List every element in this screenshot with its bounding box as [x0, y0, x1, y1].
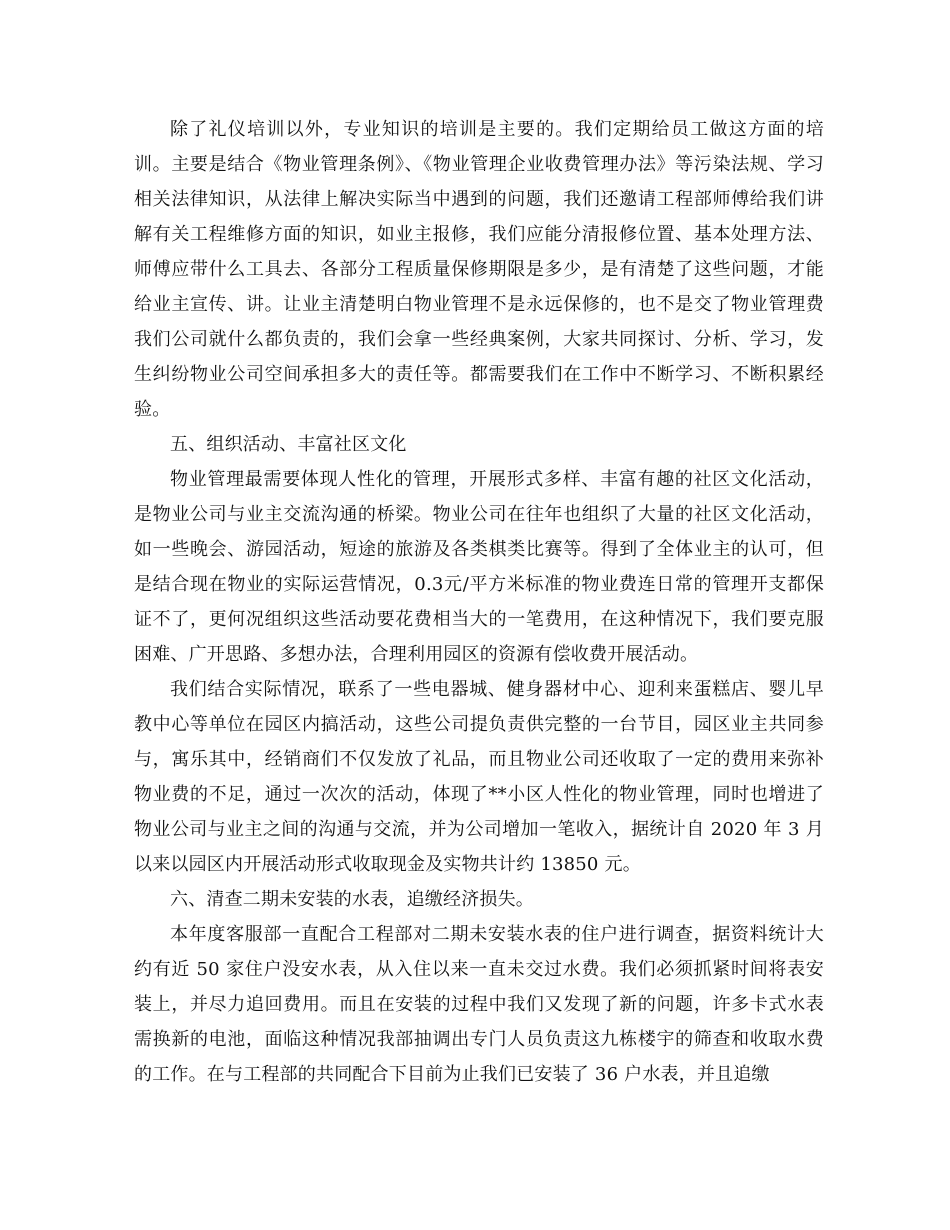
document-body: [134, 112, 824, 1092]
paragraph-water-meters: 本年度客服部一直配合工程部对二期未安装水表的住户进行调查，据资料统计大约有近 50 家住户没安水表，从入住以来一直未交过水费。我们必须抓紧时间将表安装上，并尽力追回费用。而且在安装的过程中我们又发现了新的问题，许多卡式水表需换新的电池，面临这种情况我部抽调出专门人员负责这九栋楼宇的筛查和收取水费的工作。在与工程部的共同配合下目前为止我们已安装了 36 户水表，并且追缴: [134, 924, 824, 1085]
section-heading-six: 六、清查二期未安装的水表，追缴经济损失。: [170, 889, 534, 910]
paragraph-training: 除了礼仪培训以外，专业知识的培训是主要的。我们定期给员工做这方面的培训。主要是结合《物业管理条例》、《物业管理企业收费管理办法》等污染法规、学习相关法律知识，从法律上解决实际当中遇到的问题，我们还邀请工程部师傅给我们讲解有关工程维修方面的知识，如业主报修，我们应能分清报修位置、基本处理方法、师傅应带什么工具去、各部分工程质量保修期限是多少，是有清楚了这些问题，才能给业主宣传、讲。让业主清楚明白物业管理不是永远保修的，也不是交了物业管理费我们公司就什么都负责的，我们会拿一些经典案例，大家共同探讨、分析、学习，发生纠纷物业公司空间承担多大的责任等。都需要我们在工作中不断学习、不断积累经验。: [134, 119, 824, 420]
section-heading-five: 五、组织活动、丰富社区文化: [170, 434, 407, 455]
paragraph-activities-income: 我们结合实际情况，联系了一些电器城、健身器材中心、迎利来蛋糕店、婴儿早教中心等单位在园区内搞活动，这些公司提负责供完整的一台节目，园区业主共同参与，寓乐其中，经销商们不仅发放了礼品，而且物业公司还收取了一定的费用来弥补物业费的不足，通过一次次的活动，体现了**小区人性化的物业管理，同时也增进了物业公司与业主之间的沟通与交流，并为公司增加一笔收入，据统计自 2020 年 3 月以来以园区内开展活动形式收取现金及实物共计约 13850 元。: [134, 679, 824, 875]
paragraph-community-culture: 物业管理最需要体现人性化的管理，开展形式多样、丰富有趣的社区文化活动，是物业公司与业主交流沟通的桥梁。物业公司在往年也组织了大量的社区文化活动，如一些晚会、游园活动，短途的旅游及各类棋类比赛等。得到了全体业主的认可，但是结合现在物业的实际运营情况，0.3元/平方米标准的物业费连日常的管理开支都保证不了，更何况组织这些活动要花费相当大的一笔费用，在这种情况下，我们要克服困难、广开思路、多想办法，合理利用园区的资源有偿收费开展活动。: [134, 469, 824, 665]
